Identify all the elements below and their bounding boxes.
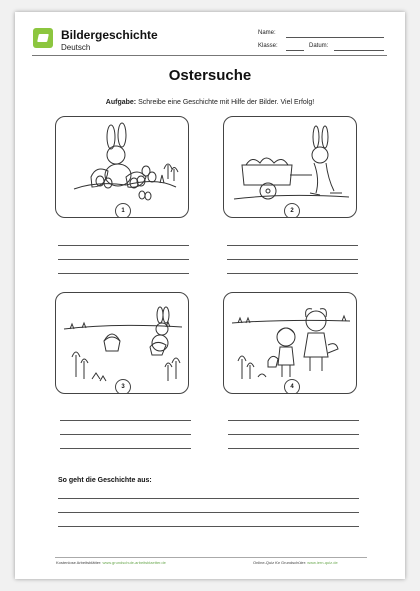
footer-right	[253, 560, 338, 565]
worksheet-page	[15, 12, 405, 579]
name-label: Name:	[258, 30, 276, 36]
footer-right-text: Online-Quiz für Grundschüler:	[253, 560, 307, 565]
writing-line[interactable]	[58, 259, 189, 260]
task-label: Aufgabe:	[105, 99, 137, 106]
panel-number-4: 4	[284, 379, 300, 394]
worksheet-title: Bildergeschichte	[61, 28, 158, 42]
writing-line[interactable]	[227, 245, 358, 246]
footer-left-text: Kostenlose Arbeitsblätter:	[56, 560, 102, 565]
footer-right-link[interactable]: www.iern-quiz.de	[307, 560, 338, 565]
writing-line[interactable]	[58, 273, 189, 274]
date-label: Datum:	[309, 43, 329, 49]
picture-panel-1	[55, 116, 189, 218]
class-label: Klasse:	[258, 43, 278, 49]
logo-icon	[33, 28, 53, 48]
writing-line[interactable]	[58, 526, 359, 527]
bunny-with-cart-icon	[224, 117, 356, 217]
writing-line[interactable]	[58, 512, 359, 513]
class-field[interactable]	[286, 50, 304, 51]
picture-panel-2	[223, 116, 357, 218]
writing-line[interactable]	[60, 434, 191, 435]
writing-line[interactable]	[60, 448, 191, 449]
panel-number-3: 3	[115, 379, 131, 394]
footer-divider	[55, 557, 367, 558]
task-instruction	[15, 99, 405, 106]
bunny-in-meadow-icon	[56, 293, 188, 393]
header-divider	[32, 55, 387, 56]
writing-line[interactable]	[228, 448, 359, 449]
picture-panel-4	[223, 292, 357, 394]
panel-number-2: 2	[284, 203, 300, 218]
writing-line[interactable]	[58, 498, 359, 499]
writing-line[interactable]	[228, 420, 359, 421]
footer-left-link[interactable]: www.grundschule-arbeitsblaetter.de	[102, 560, 166, 565]
panel-number-1: 1	[115, 203, 131, 218]
writing-line[interactable]	[227, 259, 358, 260]
date-field[interactable]	[334, 50, 384, 51]
writing-line[interactable]	[58, 245, 189, 246]
children-with-baskets-icon	[224, 293, 356, 393]
page-title: Ostersuche	[168, 67, 252, 84]
name-field[interactable]	[286, 37, 384, 38]
footer-left	[56, 560, 166, 565]
picture-panel-3	[55, 292, 189, 394]
writing-line[interactable]	[227, 273, 358, 274]
ending-prompt: So geht die Geschichte aus:	[58, 477, 152, 484]
writing-line[interactable]	[228, 434, 359, 435]
bunny-with-egg-basket-icon	[56, 117, 188, 217]
worksheet-subject: Deutsch	[61, 43, 91, 52]
writing-line[interactable]	[60, 420, 191, 421]
task-text: Schreibe eine Geschichte mit Hilfe der Bilder. Viel Erfolg!	[138, 99, 315, 106]
